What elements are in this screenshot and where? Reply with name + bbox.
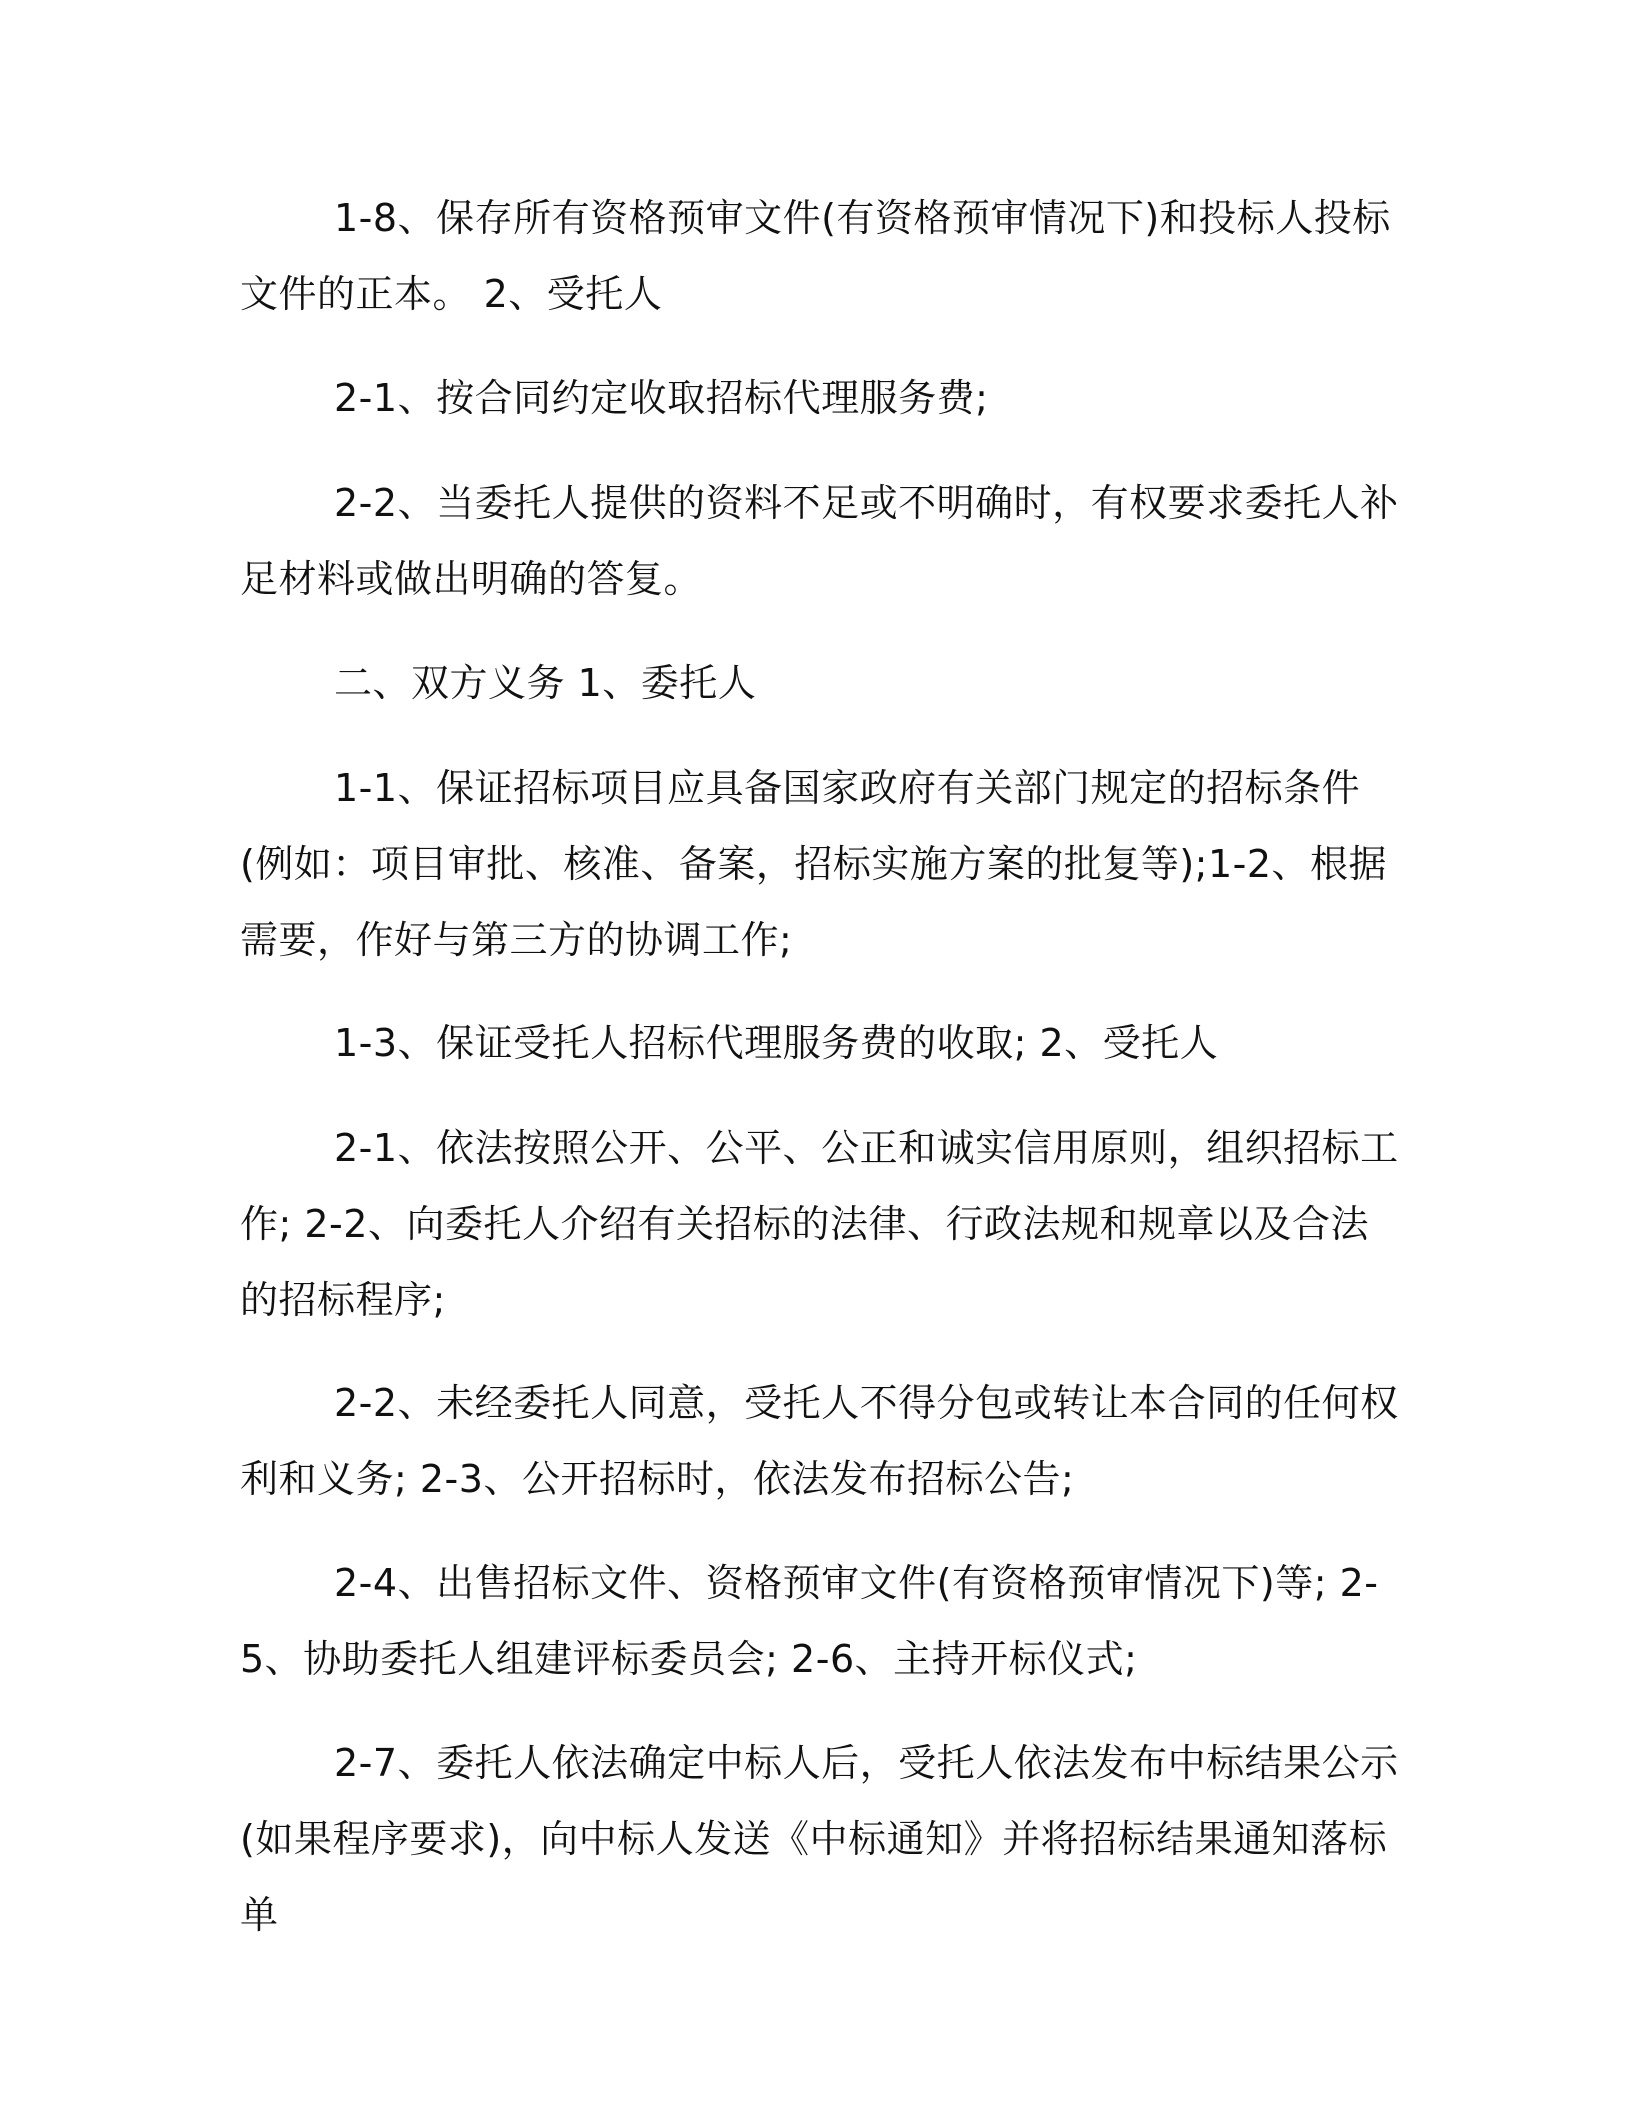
paragraph-2-1: 2-1、按合同约定收取招标代理服务费; [334,376,989,420]
paragraph-2-7: 2-7、委托人依法确定中标人后，受托人依法发布中标结果公示(如果程序要求)，向中标人发送《中标通知》并将招标结果通知落标单 [240,1741,1399,1937]
paragraph-1-1: 1-1、保证招标项目应具备国家政府有关部门规定的招标条件(例如：项目审批、核准、备案，招标实施方案的批复等);1-2、根据需要，作好与第三方的协调工作; [240,766,1388,962]
paragraph-2-2: 2-2、当委托人提供的资料不足或不明确时，有权要求委托人补足材料或做出明确的答复。 [240,481,1399,601]
paragraph-2-4: 2-4、出售招标文件、资格预审文件(有资格预审情况下)等; 2-5、协助委托人组建评标委员会; 2-6、主持开标仪式; [240,1561,1379,1681]
paragraph-2-2-duty: 2-2、未经委托人同意，受托人不得分包或转让本合同的任何权利和义务; 2-3、公开招标时，依法发布招标公告; [240,1381,1399,1501]
section-heading-obligations: 二、双方义务 1、委托人 [334,661,757,705]
paragraph-1-3: 1-3、保证受托人招标代理服务费的收取; 2、受托人 [334,1021,1219,1065]
paragraph-1-8: 1-8、保存所有资格预审文件(有资格预审情况下)和投标人投标文件的正本。 2、受托人 [240,196,1391,316]
paragraph-2-1-duty: 2-1、依法按照公开、公平、公正和诚实信用原则，组织招标工作; 2-2、向委托人介绍有关招标的法律、行政法规和规章以及合法的招标程序; [240,1126,1399,1322]
